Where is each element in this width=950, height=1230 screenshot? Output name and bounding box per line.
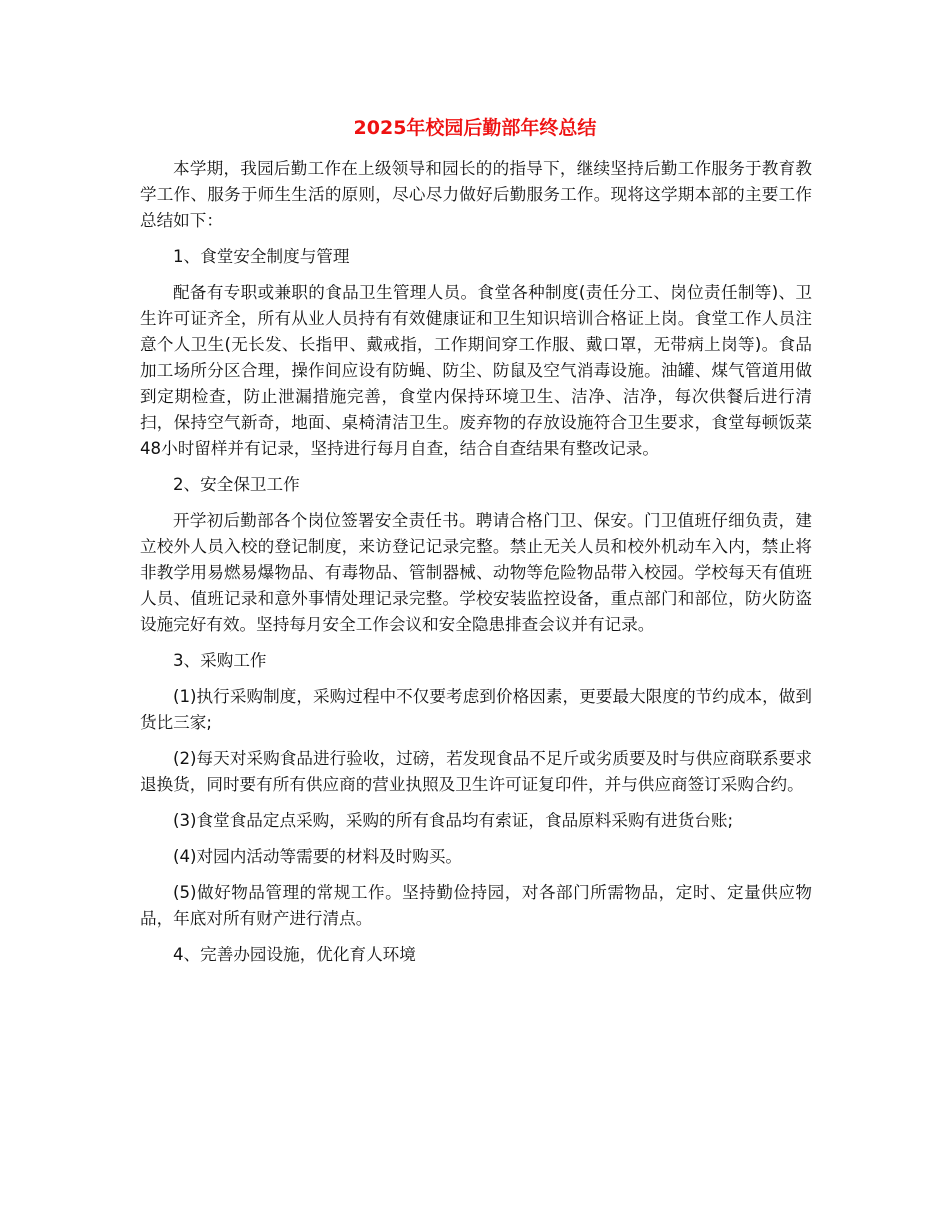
section-heading-purchasing: 3、采购工作 bbox=[173, 651, 267, 670]
purchasing-item-1: (1)执行采购制度，采购过程中不仅要考虑到价格因素，更要最大限度的节约成本，做到货比三家; bbox=[140, 687, 812, 732]
section-heading-canteen: 1、食堂安全制度与管理 bbox=[173, 247, 350, 266]
document-body bbox=[140, 156, 812, 978]
security-paragraph: 开学初后勤部各个岗位签署安全责任书。聘请合格门卫、保安。门卫值班仔细负责，建立校外人员入校的登记制度，来访登记记录完整。禁止无关人员和校外机动车入内，禁止将非教学用易燃易爆物品、有毒物品、管制器械、动物等危险物品带入校园。学校每天有值班人员、值班记录和意外事情处理记录完整。学校安装监控设备，重点部门和部位，防火防盗设施完好有效。坚持每月安全工作会议和安全隐患排查会议并有记录。 bbox=[140, 511, 812, 634]
document-title: 2025年校园后勤部年终总结 bbox=[353, 117, 597, 139]
purchasing-item-5: (5)做好物品管理的常规工作。坚持勤俭持园，对各部门所需物品，定时、定量供应物品，年底对所有财产进行清点。 bbox=[140, 883, 812, 928]
purchasing-item-4: (4)对园内活动等需要的材料及时购买。 bbox=[173, 847, 463, 866]
canteen-paragraph: 配备有专职或兼职的食品卫生管理人员。食堂各种制度(责任分工、岗位责任制等)、卫生许可证齐全，所有从业人员持有有效健康证和卫生知识培训合格证上岗。食堂工作人员注意个人卫生(无长发、长指甲、戴戒指，工作期间穿工作服、戴口罩，无带病上岗等)。食品加工场所分区合理，操作间应设有防蝇、防尘、防鼠及空气消毒设施。油罐、煤气管道用做到定期检查，防止泄漏措施完善，食堂内保持环境卫生、洁净、洁净，每次供餐后进行清扫，保持空气新奇，地面、桌椅清洁卫生。废弃物的存放设施符合卫生要求，食堂每顿饭菜48小时留样并有记录，坚持进行每月自查，结合自查结果有整改记录。 bbox=[140, 283, 812, 458]
section-heading-facilities: 4、完善办园设施，优化育人环境 bbox=[173, 945, 416, 964]
section-heading-security: 2、安全保卫工作 bbox=[173, 475, 300, 494]
intro-paragraph: 本学期，我园后勤工作在上级领导和园长的的指导下，继续坚持后勤工作服务于教育教学工作、服务于师生生活的原则，尽心尽力做好后勤服务工作。现将这学期本部的主要工作总结如下： bbox=[140, 159, 812, 230]
purchasing-item-2: (2)每天对采购食品进行验收，过磅，若发现食品不足斤或劣质要及时与供应商联系要求退换货，同时要有所有供应商的营业执照及卫生许可证复印件，并与供应商签订采购合约。 bbox=[140, 749, 812, 794]
purchasing-item-3: (3)食堂食品定点采购，采购的所有食品均有索证，食品原料采购有进货台账; bbox=[173, 811, 734, 830]
